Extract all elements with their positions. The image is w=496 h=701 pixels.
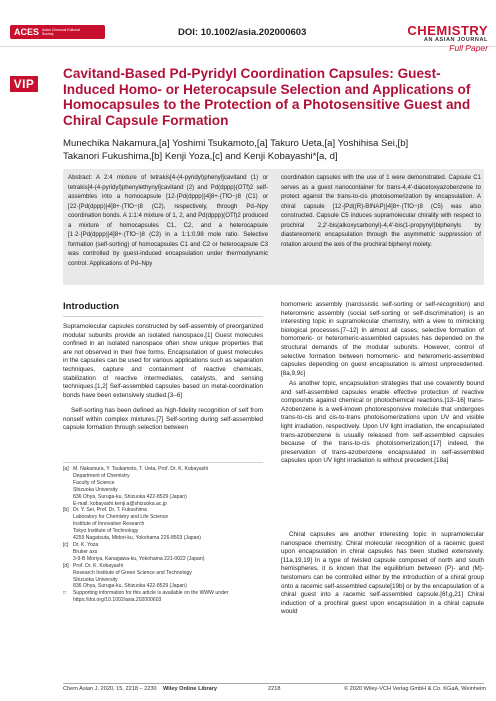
- body-right-paragraph-2: As another topic, encapsulation strategies that use covalently bound and self-assembled capsules enable effective protection of reactive compounds against chemical or photochemical reactions.[13–16] trans-Azobenzene is a well-known photoresponsive molecule that undergoes trans-to-cis and cis-to-trans photoisomerizations upon UV and visible light irradiation, respectively. Upon UV light irradiation, the encapsulated trans-azobenzene is usually released from self-assembled capsules because of the trans-to-cis photoisomerization;[17] indeed, the preservation of trans-azobenzene encapsulated in self-assembled capsules upon UV light irradiation is without precedent.[18a]: [281, 380, 484, 465]
- affiliation-a: [a] M. Nakamura, Y. Tsukamoto, T. Ueta, Prof. Dr. K. Kobayashi Department of Chemistry Faculty of Science Shizuoka University 836 Ohya, Suruga-ku, Shizuoka 422-8529 (Japan) E-mail: kobayashi.kenji.a@shizuoka.ac.jp: [63, 466, 263, 507]
- supporting-info-note: □ Supporting information for this article is available on the WWW under https://doi.org/10.1002/asia.202000603: [63, 590, 263, 604]
- email-link[interactable]: E-mail: kobayashi.kenji.a@shizuoka.ac.jp: [73, 500, 167, 507]
- affiliation-b: [b] Dr. Y. Sei, Prof. Dr. T. Fukushima Laboratory for Chemistry and Life Science Institute of Innovative Research Tokyo Institute of Technology 4259 Nagatsuta, Midori-ku, Yokohama 226-8503 (Japan): [63, 507, 201, 542]
- supporting-info-icon: □: [63, 590, 67, 597]
- body-left-paragraph-2: Self-sorting has been defined as high-fidelity recognition of self from nonself within complex mixtures.[7] Self-sorting during self-assembled capsule formation through selection between: [63, 407, 263, 432]
- author-line-2: Takanori Fukushima,[b] Kenji Yoza,[c] and Kenji Kobayashi*[a, d]: [63, 151, 338, 162]
- affiliation-label: [c]: [63, 541, 69, 548]
- journal-subname: AN ASIAN JOURNAL: [423, 37, 488, 43]
- footer-citation: Chem Asian J. 2020, 15, 2218 – 2230: [63, 686, 157, 692]
- section-heading: Introduction: [63, 301, 119, 312]
- aces-logo: [10, 25, 105, 39]
- logo-text: ACES: [14, 27, 40, 37]
- supporting-info-link[interactable]: https://doi.org/10.1002/asia.202000603: [73, 597, 162, 604]
- section-rule: [63, 316, 263, 317]
- vip-badge: VIP: [10, 76, 38, 92]
- journal-name: CHEMISTRY: [407, 23, 488, 38]
- abstract-column-1: Abstract: A 2:4 mixture of tetrakis[4-(4-pyridyl)phenyl]cavitand (1) or tetrakis[4-(4-pyridyl)phenylethynyl]cavitand (2) and Pd(dppp)(OTf)2 self-assembles into a homocapsule [12·{Pd(dppp)}4]8+·(TfO−)8 (C1) or [22·{Pd(dppp)}4]8+·(TfO−)8 (C2), respectively, through Pd–Npy coordination bonds. A 1:1:4 mixture of 1, 2, and Pd(dppp)(OTf)2 produced a mixture of homocapsules C1, C2, and a heterocapsule [1·2·{Pd(dppp)}4]8+·(TfO−)8 (C3) in a 1:1:0.98 mole ratio. Selective formation (self-sorting) of homocapsules C1 and C2 or heterocapsule C3 was controlled by guest-induced encapsulation under thermodynamic control. Applications of Pd–Npy: [68, 174, 268, 267]
- logo-subtext: Asian Chemical Editorial Society: [42, 28, 80, 36]
- footer-library-link[interactable]: Wiley Online Library: [163, 686, 218, 692]
- page-number: 2218: [268, 686, 281, 692]
- affiliation-c: [c] Dr. K. Yoza Bruker axs 3-9-B Moriya, Kanagawa-ku, Yokohama 221-0022 (Japan): [63, 541, 205, 562]
- body-right-paragraph-1: homomeric assembly (narcissistic self-sorting or self-recognition) and heteromeric assembly (social self-sorting or self-discrimination) is an interesting topic in supramolecular chemistry, with a view to mimicking biological processes.[7–12] In almost all cases, selective formation of homomeric- or heteromeric-assembled capsules has depended on the structural demands of the modular subunits. However, control of selective formation between homomeric- and heteromeric-assembled capsules depending on guest encapsulation is almost unprecedented.[8a,9,9c]: [281, 301, 484, 377]
- author-line-1: Munechika Nakamura,[a] Yoshimi Tsukamoto,[a] Takuro Ueta,[a] Yoshihisa Sei,[b]: [63, 138, 409, 149]
- article-title: Cavitand-Based Pd-Pyridyl Coordination Capsules: Guest-Induced Homo- or Heterocapsule Selection and Applications of Homocapsules to the Protection of a Photosensitive Guest and Chiral Capsule Formation: [63, 66, 471, 128]
- affiliation-d: [d] Prof. Dr. K. Kobayashi Research Institute of Green Science and Technology Shizuoka University 836 Ohya, Suruga-ku, Shizuoka 422-8529 (Japan): [63, 562, 192, 590]
- abstract-column-2: coordination capsules with the use of 1 were demonstrated. Capsule C1 serves as a guest nanocontainer for trans-4,4′-diacetoxyazobenzene to protect against the trans-to-cis photoisomerization by encapsulation. A chiral capsule [12·{Pd((R)-BINAP)}4]8+·(TfO−)8 (C5) was also constructed. Capsule C5 induces supramolecular chirality with respect to prochiral 2,2′-bis(alkoxycarbonyl)-4,4′-bis(1-propynyl)biphenyls by diastereomeric encapsulation through the asymmetric suppression of rotation around the axis of the prochiral biphenyl moiety.: [281, 174, 481, 248]
- body-left-paragraph-1: Supramolecular capsules constructed by self-assembly of preorganized modular subunits provide an isolated nanospace.[1] Guest molecules confined in an isolated nanospace often show unique properties that are not observed in their free forms. Encapsulation of guest molecules in the capsules can be used for various applications such as separation techniques, capture and containment of reactive chemicals, stabilization of reactive intermediates, catalysts, and sensing techniques.[1,2] Self-assembled capsules based on metal-coordination bonds have been extensively studied.[3–6]: [63, 323, 263, 399]
- affiliation-label: [b]: [63, 507, 69, 514]
- affiliations: [63, 466, 263, 604]
- affiliation-label: [d]: [63, 562, 69, 569]
- journal-brand: [407, 24, 488, 53]
- author-list: [63, 137, 483, 163]
- article-type: Full Paper: [449, 43, 488, 53]
- footer-rule: [63, 683, 484, 684]
- affiliation-rule: [63, 462, 263, 463]
- body-right-paragraph-3: Chiral capsules are another interesting topic in supramolecular nanospace chemistry. Chiral molecular recognition of a racemic guest upon encapsulation in chiral capsules has been studied extensively.[11a,19,19] In a type of twisted capsule composed of north and south hemispheres, it is known that the equilibrium between (P)- and (M)-twistomers can be controlled either by the introduction of a chiral group onto a racemic self-assembled capsule[19b] or by the encapsulation of a chiral guest into a racemic self-assembled capsule.[6f,g,21] Chiral induction of a prochiral guest upon encapsulation in a chiral capsule would: [281, 531, 484, 616]
- affiliation-label: [a]: [63, 466, 69, 472]
- doi-link[interactable]: DOI: 10.1002/asia.202000603: [178, 27, 307, 38]
- footer-copyright: © 2020 Wiley-VCH Verlag GmbH & Co. KGaA, Weinheim: [344, 686, 487, 692]
